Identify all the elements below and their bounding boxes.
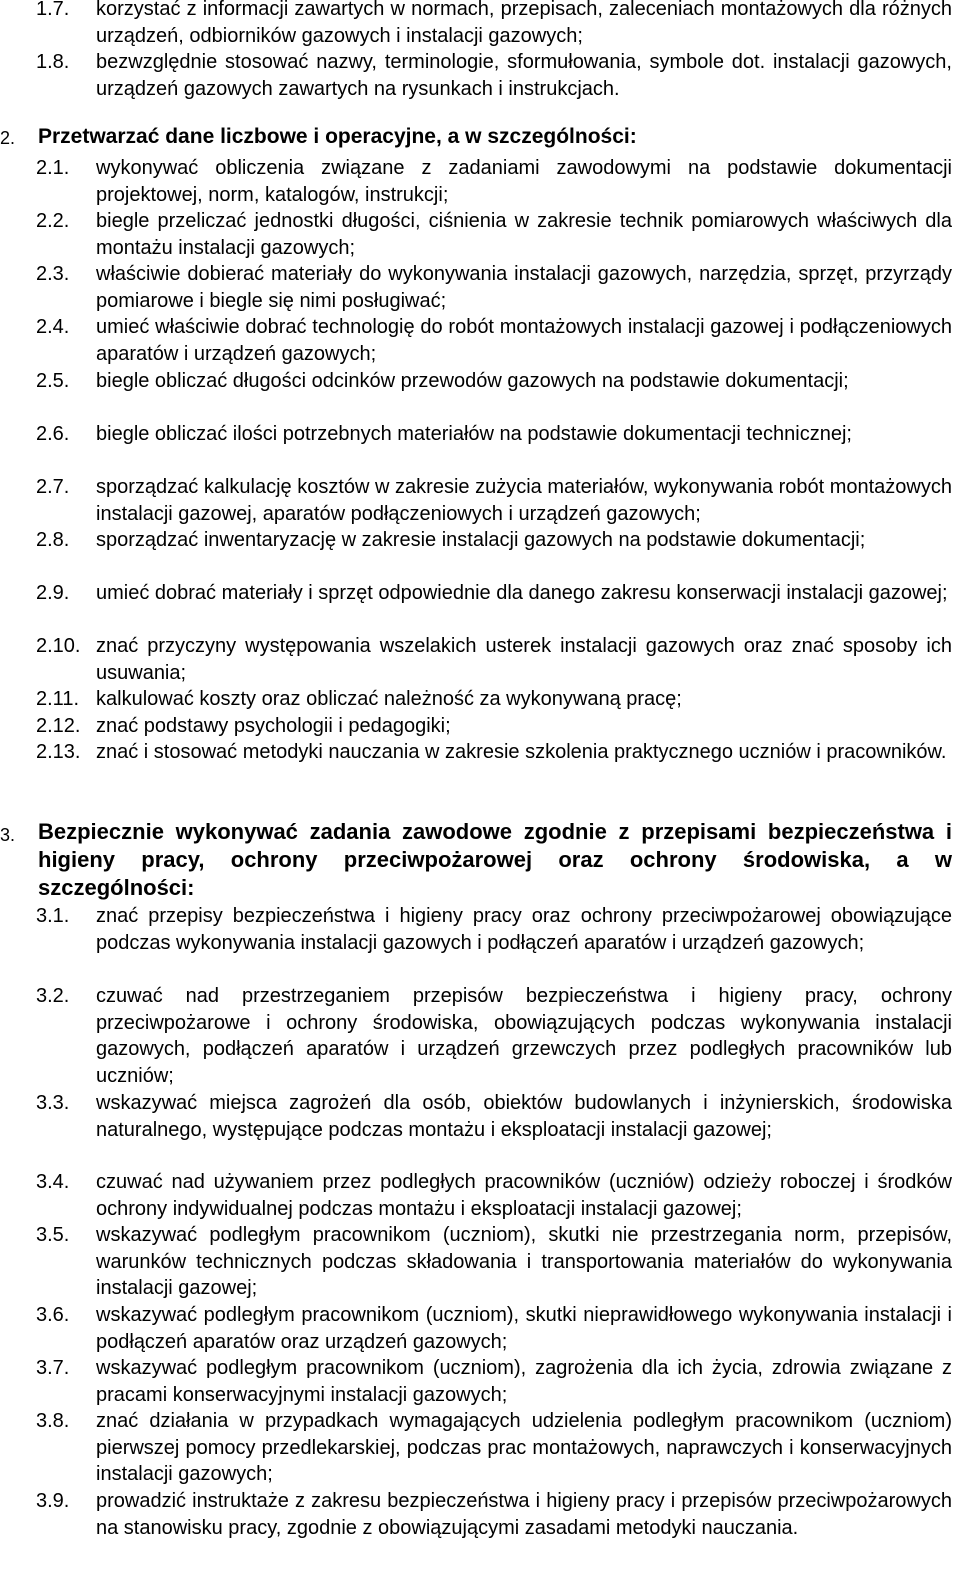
list-item-2-9 (36, 580, 952, 607)
item-text: znać i stosować metodyki nauczania w zakresie szkolenia praktycznego uczniów i pracowników. (96, 741, 947, 763)
item-number: 2.13. (36, 741, 81, 763)
section-title: Bezpiecznie wykonywać zadania zawodowe zgodnie z przepisami bezpieczeństwa i higieny pracy, ochrony przeciwpożarowej oraz ochrony środowiska, a w szczególności: (38, 819, 952, 900)
list-item-3-9 (36, 1488, 952, 1541)
item-text: biegle przeliczać jednostki długości, ciśnienia w zakresie technik pomiarowych właściwych dla montażu instalacji gazowych; (96, 210, 952, 259)
list-item-2-1 (36, 155, 952, 208)
item-number: 1.8. (36, 51, 70, 73)
item-text: właściwie dobierać materiały do wykonywania instalacji gazowych, narzędzia, sprzęt, przyrządy pomiarowe i biegle się nimi posługiwać; (96, 263, 952, 312)
item-number: 3.3. (36, 1092, 70, 1114)
item-number: 2.9. (36, 582, 70, 604)
list-item-2-12 (36, 713, 952, 740)
section-number: 2. (0, 128, 16, 148)
item-text: wskazywać podległym pracownikom (uczniom), skutki nieprawidłowego wykonywania instalacji i podłączeń aparatów oraz urządzeń gazowych; (96, 1304, 952, 1353)
list-item-1-8 (36, 49, 952, 102)
item-number: 2.7. (36, 476, 70, 498)
list-item-2-11 (36, 686, 952, 713)
item-number: 2.8. (36, 529, 70, 551)
list-item-2-10 (36, 633, 952, 686)
item-number: 3.7. (36, 1357, 70, 1379)
item-text: czuwać nad używaniem przez podległych pracowników (uczniów) odzieży roboczej i środków ochrony indywidualnej podczas montażu i eksploatacji instalacji gazowej; (96, 1171, 952, 1220)
list-item-3-2 (36, 983, 952, 1089)
item-text: wskazywać miejsca zagrożeń dla osób, obiektów budowlanych i inżynierskich, środowiska naturalnego, występujące podczas montażu i eksploatacji instalacji gazowej; (96, 1092, 952, 1141)
item-text: wskazywać podległym pracownikom (uczniom), zagrożenia dla ich życia, zdrowia związane z pracami konserwacyjnymi instalacji gazowych; (96, 1357, 952, 1406)
item-number: 1.7. (36, 0, 70, 20)
section-number: 3. (0, 825, 16, 845)
item-text: sporządzać kalkulację kosztów w zakresie zużycia materiałów, wykonywania robót montażowych instalacji gazowej, aparatów podłączeniowych i urządzeń gazowych; (96, 476, 952, 525)
item-text: znać przepisy bezpieczeństwa i higieny pracy oraz ochrony przeciwpożarowej obowiązujące podczas wykonywania instalacji gazowych i podłączeń aparatów i urządzeń gazowych; (96, 905, 952, 954)
item-text: znać podstawy psychologii i pedagogiki; (96, 715, 451, 737)
item-number: 2.6. (36, 423, 70, 445)
list-item-2-5 (36, 368, 952, 395)
item-text: znać przyczyny występowania wszelakich usterek instalacji gazowych oraz znać sposoby ich usuwania; (96, 635, 952, 684)
item-text: biegle obliczać długości odcinków przewodów gazowych na podstawie dokumentacji; (96, 370, 849, 392)
item-text: umieć właściwie dobrać technologię do robót montażowych instalacji gazowej i podłączeniowych aparatów i urządzeń gazowych; (96, 316, 952, 365)
item-number: 3.1. (36, 905, 70, 927)
item-number: 3.8. (36, 1410, 70, 1432)
list-item-2-2 (36, 208, 952, 261)
item-text: wykonywać obliczenia związane z zadaniami zawodowymi na podstawie dokumentacji projektowej, norm, katalogów, instrukcji; (96, 157, 952, 206)
item-text: biegle obliczać ilości potrzebnych materiałów na podstawie dokumentacji technicznej; (96, 423, 852, 445)
list-item-3-5 (36, 1222, 952, 1302)
list-item-2-7 (36, 474, 952, 527)
item-number: 2.2. (36, 210, 70, 232)
item-number: 2.1. (36, 157, 70, 179)
list-item-3-1 (36, 903, 952, 956)
item-number: 3.2. (36, 985, 70, 1007)
item-number: 3.9. (36, 1490, 70, 1512)
item-text: sporządzać inwentaryzację w zakresie instalacji gazowych na podstawie dokumentacji; (96, 529, 866, 551)
item-number: 3.5. (36, 1224, 70, 1246)
item-text: prowadzić instruktaże z zakresu bezpieczeństwa i higieny pracy i przepisów przeciwpożarowych na stanowisku pracy, zgodnie z obowiązującymi zasadami metodyki nauczania. (96, 1490, 952, 1539)
item-text: znać działania w przypadkach wymagających udzielenia podległym pracownikom (uczniom) pierwszej pomocy przedlekarskiej, podczas prac montażowych, naprawczych i konserwacyjnych instalacji gazowych; (96, 1410, 952, 1486)
item-number: 2.12. (36, 715, 81, 737)
list-item-2-13 (36, 739, 952, 766)
item-text: kalkulować koszty oraz obliczać należność za wykonywaną pracę; (96, 688, 682, 710)
list-item-2-6 (36, 421, 952, 448)
list-item-2-8 (36, 527, 952, 554)
item-number: 3.6. (36, 1304, 70, 1326)
list-item-3-8 (36, 1408, 952, 1488)
item-text: bezwzględnie stosować nazwy, terminologie, sformułowania, symbole dot. instalacji gazowych, urządzeń gazowych zawartych na rysunkach i instrukcjach. (96, 51, 952, 100)
section-heading-3 (0, 818, 952, 902)
list-item-3-7 (36, 1355, 952, 1408)
list-item-3-4 (36, 1169, 952, 1222)
section-title: Przetwarzać dane liczbowe i operacyjne, a w szczególności: (38, 125, 637, 148)
item-number: 3.4. (36, 1171, 70, 1193)
list-item-3-3 (36, 1090, 952, 1143)
item-number: 2.11. (36, 688, 79, 710)
list-item-1-7 (36, 0, 952, 49)
item-number: 2.3. (36, 263, 70, 285)
list-item-2-3 (36, 261, 952, 314)
item-text: wskazywać podległym pracownikom (uczniom), skutki nie przestrzegania norm, przepisów, warunków technicznych podczas składowania i transportowania materiałów do wykonywania instalacji gazowej; (96, 1224, 952, 1300)
list-item-2-4 (36, 314, 952, 367)
item-number: 2.4. (36, 316, 70, 338)
list-item-3-6 (36, 1302, 952, 1355)
item-number: 2.5. (36, 370, 70, 392)
item-text: umieć dobrać materiały i sprzęt odpowiednie dla danego zakresu konserwacji instalacji gazowej; (96, 582, 948, 604)
item-number: 2.10. (36, 635, 81, 657)
item-text: czuwać nad przestrzeganiem przepisów bezpieczeństwa i higieny pracy, ochrony przeciwpożarowe i ochrony środowiska, obowiązujących podczas wykonywania instalacji gazowych, podłączeń aparatów i urządzeń grzewczych przez podległych pracowników lub uczniów; (96, 985, 952, 1087)
item-text: korzystać z informacji zawartych w normach, przepisach, zaleceniach montażowych dla różnych urządzeń, odbiorników gazowych i instalacji gazowych; (96, 0, 952, 47)
